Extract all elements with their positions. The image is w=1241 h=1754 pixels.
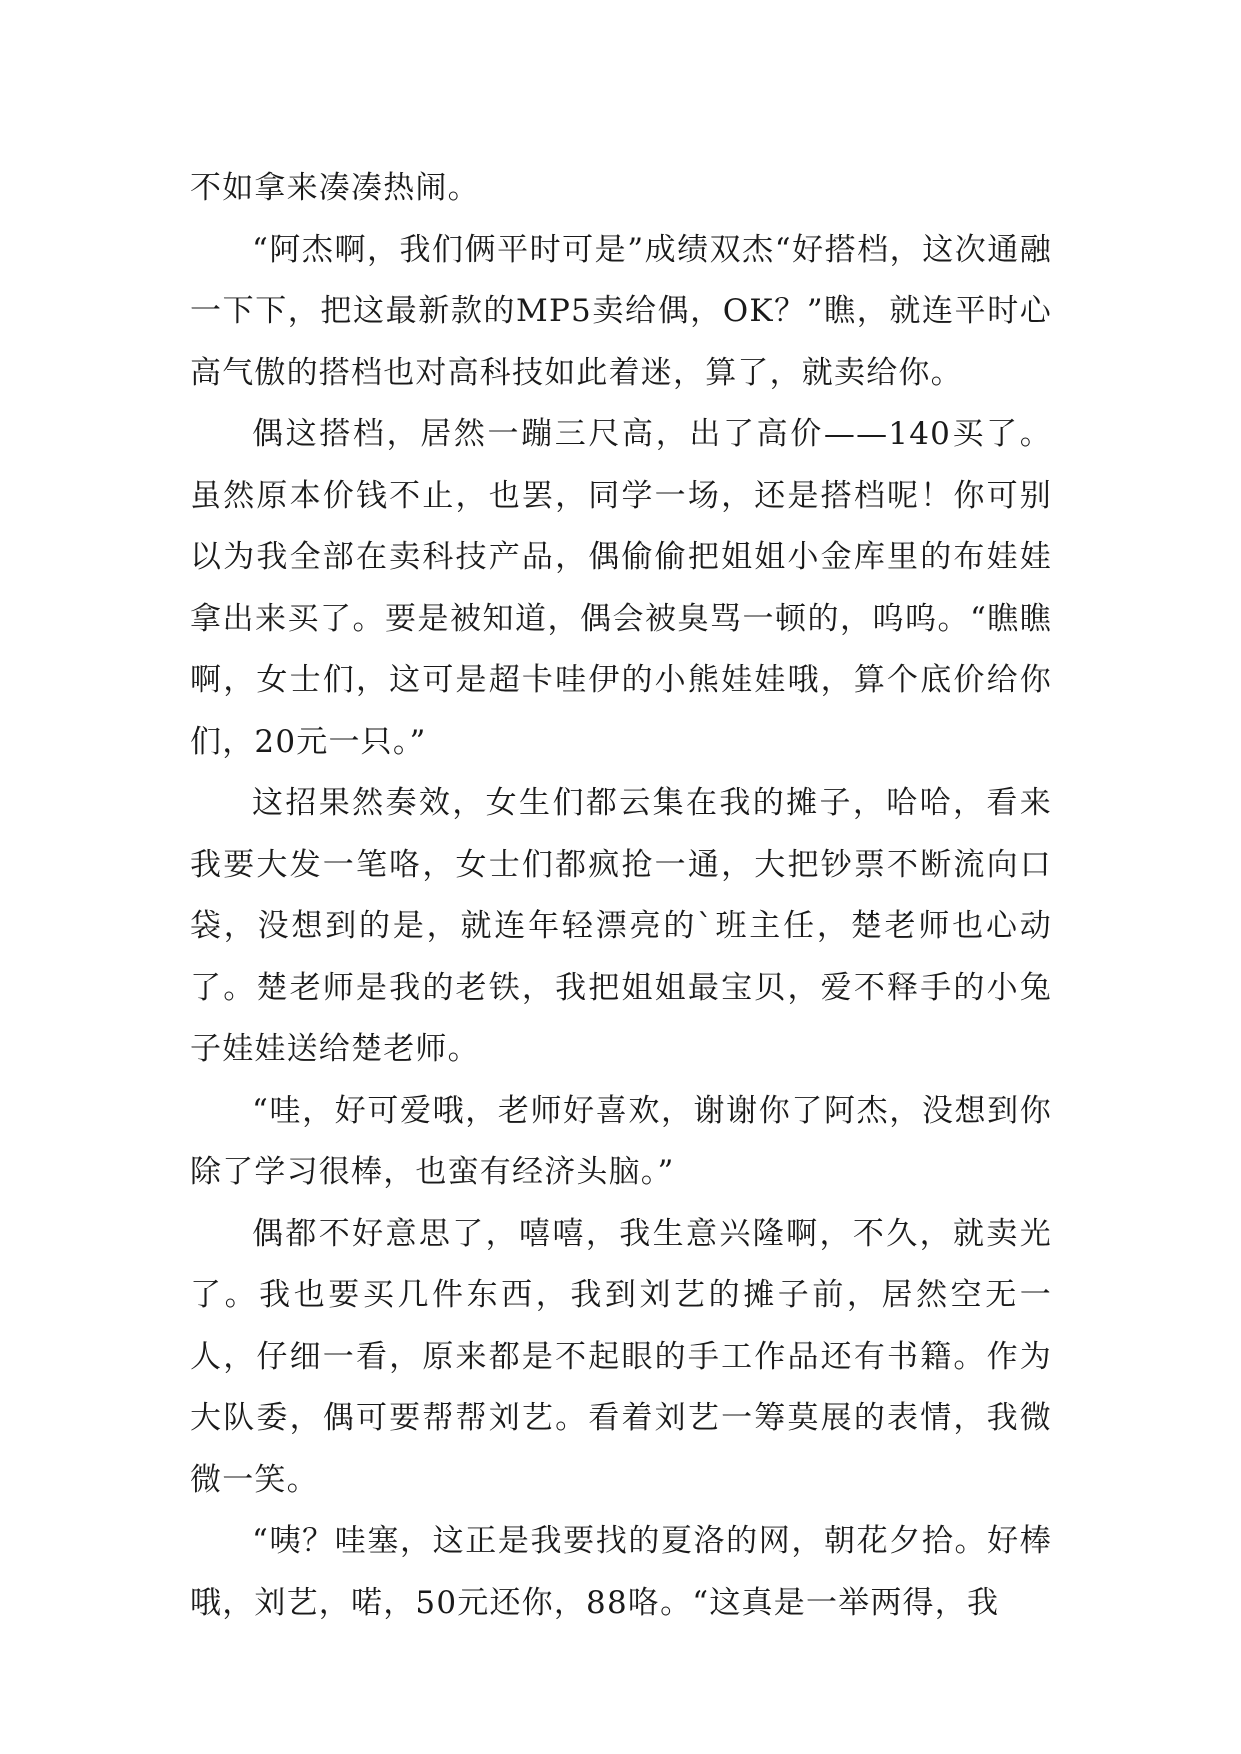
paragraph-5: “哇，好可爱哦，老师好喜欢，谢谢你了阿杰，没想到你除了学习很棒，也蛮有经济头脑。” (190, 1092, 1052, 1190)
paragraph-6: 偶都不好意思了，嘻嘻，我生意兴隆啊，不久，就卖光了。我也要买几件东西，我到刘艺的摊子前，居然空无一人，仔细一看，原来都是不起眼的手工作品还有书籍。作为大队委，偶可要帮帮刘艺。看着刘艺一筹莫展的表情，我微微一笑。 (190, 1215, 1052, 1498)
paragraph-2: “阿杰啊，我们俩平时可是”成绩双杰“好搭档，这次通融一下下，把这最新款的MP5卖给偶，OK？”瞧，就连平时心高气傲的搭档也对高科技如此着迷，算了，就卖给你。 (190, 231, 1052, 391)
paragraph-4: 这招果然奏效，女生们都云集在我的摊子，哈哈，看来我要大发一笔咯，女士们都疯抢一通，大把钞票不断流向口袋，没想到的是，就连年轻漂亮的`班主任，楚老师也心动了。楚老师是我的老铁，我把姐姐最宝贝，爱不释手的小兔子娃娃送给楚老师。 (190, 785, 1052, 1067)
paragraph-1: 不如拿来凑凑热闹。 (190, 170, 480, 206)
paragraph-3: 偶这搭档，居然一蹦三尺高，出了高价——140买了。虽然原本价钱不止，也罢，同学一场，还是搭档呢！你可别以为我全部在卖科技产品，偶偷偷把姐姐小金库里的布娃娃拿出来买了。要是被知道，偶会被臭骂一顿的，呜呜。“瞧瞧啊，女士们，这可是超卡哇伊的小熊娃娃哦，算个底价给你们，20元一只。” (190, 416, 1052, 760)
paragraph-7: “咦？哇塞，这正是我要找的夏洛的网，朝花夕拾。好棒哦，刘艺，喏，50元还你，88咯。“这真是一举两得，我 (190, 1523, 1052, 1621)
document-body (190, 158, 1052, 1634)
